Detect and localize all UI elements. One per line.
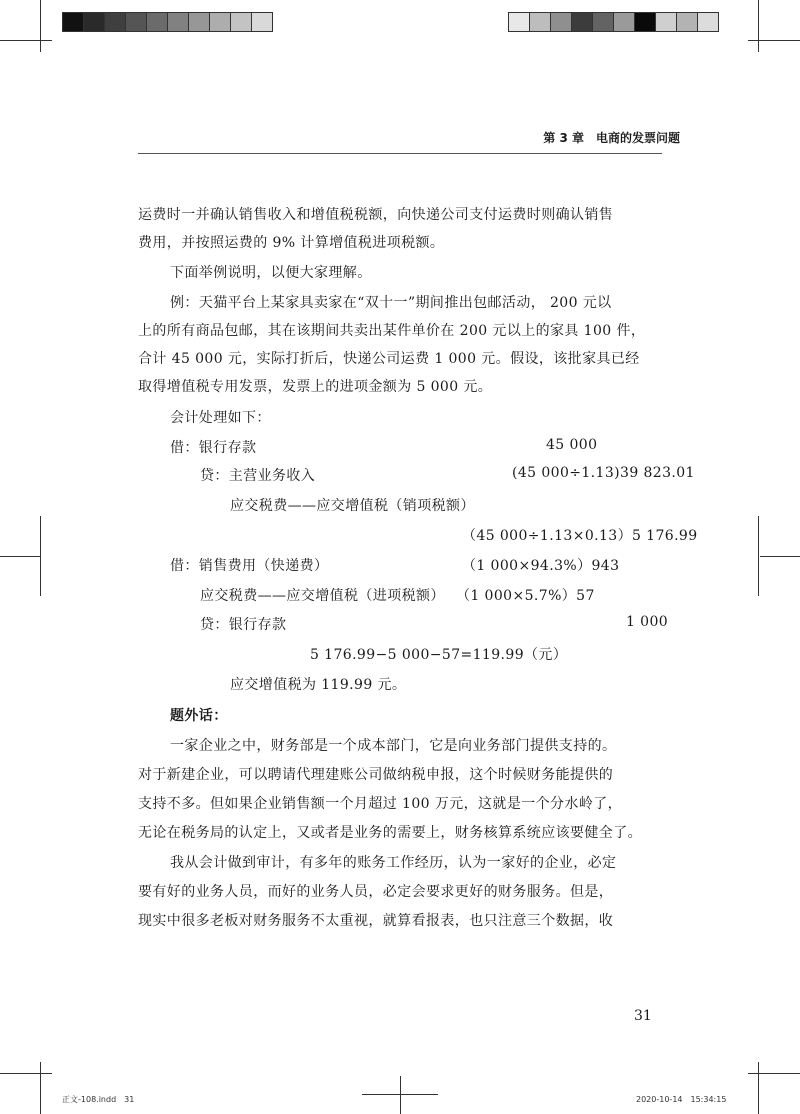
color-swatch	[167, 12, 189, 32]
journal-entry-label: 贷：主营业务收入	[200, 468, 316, 484]
journal-entry-amount: 45 000	[546, 437, 598, 453]
page-number: 31	[634, 1008, 652, 1024]
aside-title: 题外话：	[170, 708, 228, 724]
crop-mark	[0, 556, 40, 557]
paragraph-line: 运费时一并确认销售收入和增值税税额，向快递公司支付运费时则确认销售	[138, 207, 614, 223]
crop-mark	[400, 1076, 401, 1114]
color-swatch	[62, 12, 84, 32]
journal-entry-label: 应交税费——应交增值税（销项税额）	[230, 498, 475, 514]
color-swatch	[613, 12, 635, 32]
paragraph-line: 费用，并按照运费的 9% 计算增值税进项税额。	[138, 235, 445, 251]
color-swatch	[655, 12, 677, 32]
crop-mark	[748, 1073, 800, 1074]
aside-line: 我从会计做到审计，有多年的账务工作经历，认为一家好的企业，必定	[170, 855, 617, 871]
color-swatch	[529, 12, 551, 32]
color-swatch	[697, 12, 719, 32]
crop-mark	[40, 0, 41, 52]
journal-entry-amount: （1 000×5.7%）57	[456, 588, 595, 604]
journal-entry-label: 借：销售费用（快递费）	[170, 558, 329, 574]
color-swatch	[146, 12, 168, 32]
crop-mark	[748, 40, 800, 41]
crop-mark	[362, 1094, 438, 1095]
paragraph-line: 会计处理如下：	[170, 410, 271, 426]
header-rule	[138, 153, 662, 154]
color-swatch	[188, 12, 210, 32]
color-swatch	[104, 12, 126, 32]
calculation-line: 5 176.99−5 000−57=119.99（元）	[310, 647, 568, 663]
journal-entry-amount: 1 000	[626, 614, 669, 630]
journal-entry-label: 借：银行存款	[170, 440, 257, 456]
crop-mark	[760, 556, 800, 557]
paragraph-line: 上的所有商品包邮，其在该期间共卖出某件单价在 200 元以上的家具 100 件，	[138, 323, 646, 339]
crop-mark	[758, 1062, 759, 1114]
journal-entry-amount: （1 000×94.3%）943	[462, 558, 620, 574]
color-swatch	[592, 12, 614, 32]
paragraph-line: 取得增值税专用发票，发票上的进项金额为 5 000 元。	[138, 379, 493, 395]
color-swatch	[251, 12, 273, 32]
running-header: 第 3 章 电商的发票问题	[543, 131, 680, 145]
journal-entry-label: 贷：银行存款	[200, 617, 287, 633]
journal-entry-amount: (45 000÷1.13)39 823.01	[512, 465, 695, 481]
color-swatch	[125, 12, 147, 32]
file-slug: 正文-108.indd 31	[62, 1095, 135, 1104]
paragraph-line: 例：天猫平台上某家具卖家在“双十一”期间推出包邮活动， 200 元以	[170, 295, 612, 311]
journal-entry-amount: （45 000÷1.13×0.13）5 176.99	[462, 528, 698, 544]
timestamp-slug: 2020-10-14 15:34:15	[636, 1095, 727, 1104]
crop-mark	[40, 516, 41, 596]
color-swatch	[571, 12, 593, 32]
crop-mark	[0, 40, 52, 41]
color-swatch	[83, 12, 105, 32]
crop-mark	[40, 1062, 41, 1114]
paragraph-line: 下面举例说明，以便大家理解。	[170, 265, 372, 281]
crop-mark	[0, 1073, 52, 1074]
journal-entry-label: 应交税费——应交增值税（进项税额）	[200, 588, 445, 604]
paragraph-line: 合计 45 000 元，实际打折后，快递公司运费 1 000 元。假设，该批家具已经	[138, 351, 640, 367]
color-swatch	[508, 12, 530, 32]
crop-mark	[758, 0, 759, 52]
color-swatch	[550, 12, 572, 32]
aside-line: 对于新建企业，可以聘请代理建账公司做纳税申报，这个时候财务能提供的	[138, 767, 614, 783]
aside-line: 无论在税务局的认定上，又或者是业务的需要上，财务核算系统应该要健全了。	[138, 825, 642, 841]
color-swatch	[634, 12, 656, 32]
aside-line: 一家企业之中，财务部是一个成本部门，它是向业务部门提供支持的。	[170, 738, 617, 754]
aside-line: 支持不多。但如果企业销售额一个月超过 100 万元，这就是一个分水岭了，	[138, 796, 623, 812]
color-swatch	[230, 12, 252, 32]
aside-line: 要有好的业务人员，而好的业务人员，必定会要求更好的财务服务。但是，	[138, 884, 614, 900]
color-swatch	[676, 12, 698, 32]
result-line: 应交增值税为 119.99 元。	[230, 677, 407, 693]
crop-mark	[758, 516, 759, 596]
aside-line: 现实中很多老板对财务服务不太重视，就算看报表，也只注意三个数据，收	[138, 913, 614, 929]
color-swatch	[209, 12, 231, 32]
